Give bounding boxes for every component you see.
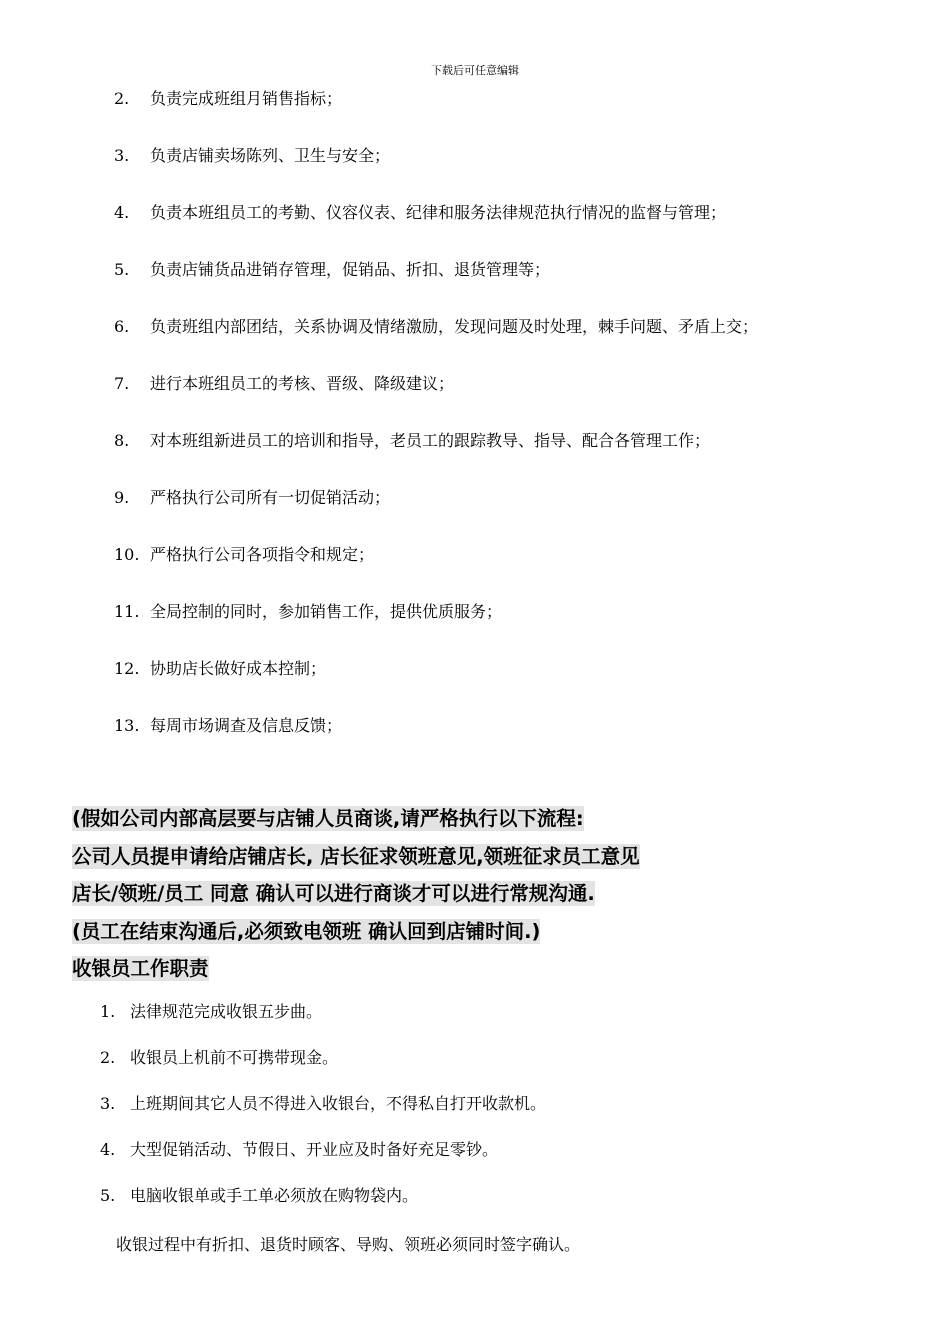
list-item-text: 全局控制的同时，参加销售工作，提供优质服务；: [150, 602, 503, 621]
list-item: [114, 544, 914, 601]
list-item-number: 2.: [100, 1048, 116, 1067]
list-item: [114, 373, 914, 430]
list-item: [114, 88, 914, 145]
header-note: 下载后可任意编辑: [431, 64, 519, 77]
notice-block: [72, 800, 892, 988]
list-item-number: 4.: [100, 1140, 116, 1159]
list-item-number: 11.: [114, 602, 140, 621]
list-item: [100, 1047, 880, 1093]
list-item-text: 对本班组新进员工的培训和指导，老员工的跟踪教导、指导、配合各管理工作；: [150, 431, 711, 450]
notice-text: 店长/领班/员工 同意 确认可以进行商谈才可以进行常规沟通.: [72, 882, 595, 905]
list-item-number: 2.: [114, 89, 130, 108]
notice-text: 公司人员提申请给店铺店长, 店长征求领班意见,领班征求员工意见: [72, 844, 640, 868]
notice-text: (假如公司内部高层要与店铺人员商谈,请严格执行以下流程:: [72, 807, 584, 830]
list-item: [114, 715, 914, 772]
notice-line: [72, 913, 892, 951]
list-item-text: 法律规范完成收银五步曲。: [130, 1002, 323, 1021]
list-item-number: 6.: [114, 317, 130, 336]
list-item-number: 8.: [114, 431, 130, 450]
cashier-duty-list: [100, 1001, 880, 1231]
list-item-text: 进行本班组员工的考核、晋级、降级建议；: [150, 374, 455, 393]
list-item: [114, 487, 914, 544]
list-item: [114, 601, 914, 658]
notice-line: [72, 838, 892, 876]
section-title: [72, 950, 892, 988]
list-item-text: 负责店铺卖场陈列、卫生与安全；: [150, 146, 391, 165]
list-item-text: 收银员上机前不可携带现金。: [130, 1048, 339, 1067]
notice-line: [72, 875, 892, 913]
section-title-text: 收银员工作职责: [72, 957, 209, 980]
list-item-number: 3.: [114, 146, 130, 165]
list-item-number: 13.: [114, 716, 140, 735]
duty-list: [114, 88, 914, 772]
list-item-number: 12.: [114, 659, 140, 678]
list-item-text: 上班期间其它人员不得进入收银台，不得私自打开收款机。: [130, 1094, 547, 1113]
list-item-text: 严格执行公司各项指令和规定；: [150, 545, 375, 564]
list-item: [114, 145, 914, 202]
list-item-text: 电脑收银单或手工单必须放在购物袋内。: [130, 1186, 419, 1205]
list-item-text: 每周市场调查及信息反馈；: [150, 716, 343, 735]
list-item-text: 协助店长做好成本控制；: [150, 659, 327, 678]
list-item: [114, 259, 914, 316]
list-item-number: 3.: [100, 1094, 116, 1113]
notice-text: (员工在结束沟通后,必须致电领班 确认回到店铺时间.): [72, 919, 541, 943]
list-item-text: 大型促销活动、节假日、开业应及时备好充足零钞。: [130, 1140, 499, 1159]
list-item-number: 5.: [114, 260, 130, 279]
list-item-text: 负责班组内部团结，关系协调及情绪激励，发现问题及时处理，棘手问题、矛盾上交；: [150, 317, 759, 336]
list-item-number: 9.: [114, 488, 130, 507]
list-item: [114, 316, 914, 373]
list-item: [100, 1139, 880, 1185]
list-item: [100, 1093, 880, 1139]
list-item: [114, 658, 914, 715]
list-item: [114, 202, 914, 259]
list-item-number: 10.: [114, 545, 140, 564]
cashier-note: 收银过程中有折扣、退货时顾客、导购、领班必须同时签字确认。: [116, 1235, 581, 1254]
list-item-text: 严格执行公司所有一切促销活动；: [150, 488, 391, 507]
list-item: [100, 1185, 880, 1231]
list-item-number: 1.: [100, 1002, 116, 1021]
notice-line: [72, 800, 892, 838]
list-item-text: 负责本班组员工的考勤、仪容仪表、纪律和服务法律规范执行情况的监督与管理；: [150, 203, 727, 222]
list-item-text: 负责店铺货品进销存管理，促销品、折扣、退货管理等；: [150, 260, 551, 279]
list-item-number: 5.: [100, 1186, 116, 1205]
list-item: [100, 1001, 880, 1047]
list-item-text: 负责完成班组月销售指标；: [150, 89, 343, 108]
list-item-number: 4.: [114, 203, 130, 222]
list-item: [114, 430, 914, 487]
list-item-number: 7.: [114, 374, 130, 393]
